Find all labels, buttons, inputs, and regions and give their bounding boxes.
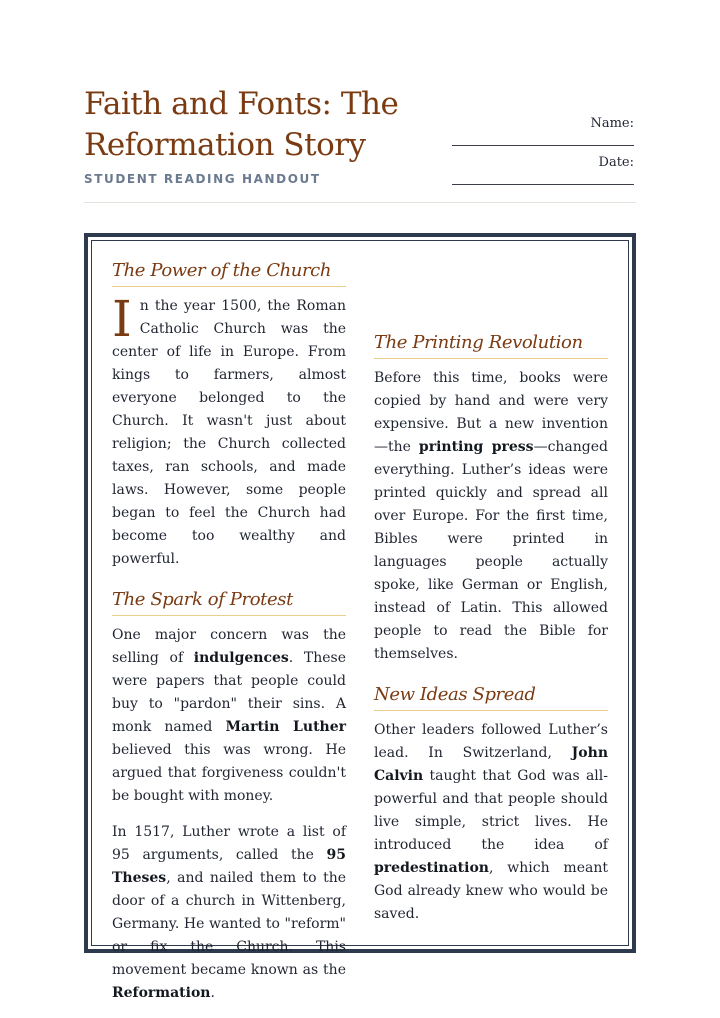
term-john-calvin: John Calvin xyxy=(374,745,608,784)
handout-title: Faith and Fonts: The Reformation Story xyxy=(84,86,399,163)
paragraph-ideas xyxy=(374,719,608,926)
section-heading-protest: The Spark of Protest xyxy=(112,587,346,616)
section-heading-power: The Power of the Church xyxy=(112,258,346,287)
text-run: . These were papers that people could buy to "pardon" their sins. A monk named xyxy=(112,650,346,735)
right-column xyxy=(374,260,608,939)
text-run: taught that God was all-powerful and that people should live simple, strict lives. He introduced the idea of xyxy=(374,768,608,853)
text-run: , and nailed them to the door of a church in Wittenberg, Germany. He wanted to "reform" or fix the Church. This movement became known as the xyxy=(112,870,346,978)
text-run: Before this time, books were copied by hand and were very expensive. But a new invention—the xyxy=(374,370,608,455)
drop-cap: I xyxy=(112,290,132,348)
name-line[interactable] xyxy=(452,145,634,146)
handout-subtitle: STUDENT READING HANDOUT xyxy=(84,172,321,186)
text-run: . xyxy=(210,985,215,1001)
paragraph-protest-1 xyxy=(112,624,346,808)
text-run: Other leaders followed Luther’s lead. In Switzerland, xyxy=(374,722,608,761)
text-run: , which meant God already knew who would be saved. xyxy=(374,860,608,922)
paragraph-power xyxy=(112,290,346,571)
term-printing-press: printing press xyxy=(418,439,534,455)
header-divider xyxy=(84,202,636,203)
left-column xyxy=(112,258,346,1018)
term-reformation: Reformation xyxy=(112,985,211,1001)
paragraph-protest-2 xyxy=(112,821,346,1005)
text-run: —changed everything. Luther’s ideas were printed quickly and spread all over Europe. For the first time, Bibles were printed in languages people actually spoke, like German or English, instead of Latin. This allowed people to read the Bible for themselves. xyxy=(374,439,608,662)
column-flow-spacer xyxy=(374,260,608,330)
paragraph-power-text: n the year 1500, the Roman Catholic Church was the center of life in Europe. From kings to farmers, almost everyone belonged to the Church. It wasn't just about religion; the Church collected taxes, ran schools, and made laws. However, some people began to feel the Church had become too wealthy and powerful. xyxy=(112,298,346,567)
date-line[interactable] xyxy=(452,184,634,185)
section-heading-printing: The Printing Revolution xyxy=(374,330,608,359)
text-run: believed this was wrong. He argued that forgiveness couldn't be bought with money. xyxy=(112,742,346,804)
date-field[interactable] xyxy=(452,155,634,185)
section-heading-ideas: New Ideas Spread xyxy=(374,682,608,711)
term-indulgences: indulgences xyxy=(193,650,289,666)
text-run: One major concern was the selling of xyxy=(112,627,346,666)
term-predestination: predestination xyxy=(374,860,489,876)
name-label: Name: xyxy=(590,116,634,131)
text-run: In 1517, Luther wrote a list of 95 arguments, called the xyxy=(112,824,346,863)
term-95-theses: 95 Theses xyxy=(112,847,346,886)
name-field[interactable] xyxy=(452,116,634,146)
term-martin-luther: Martin Luther xyxy=(225,719,347,735)
date-label: Date: xyxy=(598,155,634,170)
paragraph-printing xyxy=(374,367,608,666)
